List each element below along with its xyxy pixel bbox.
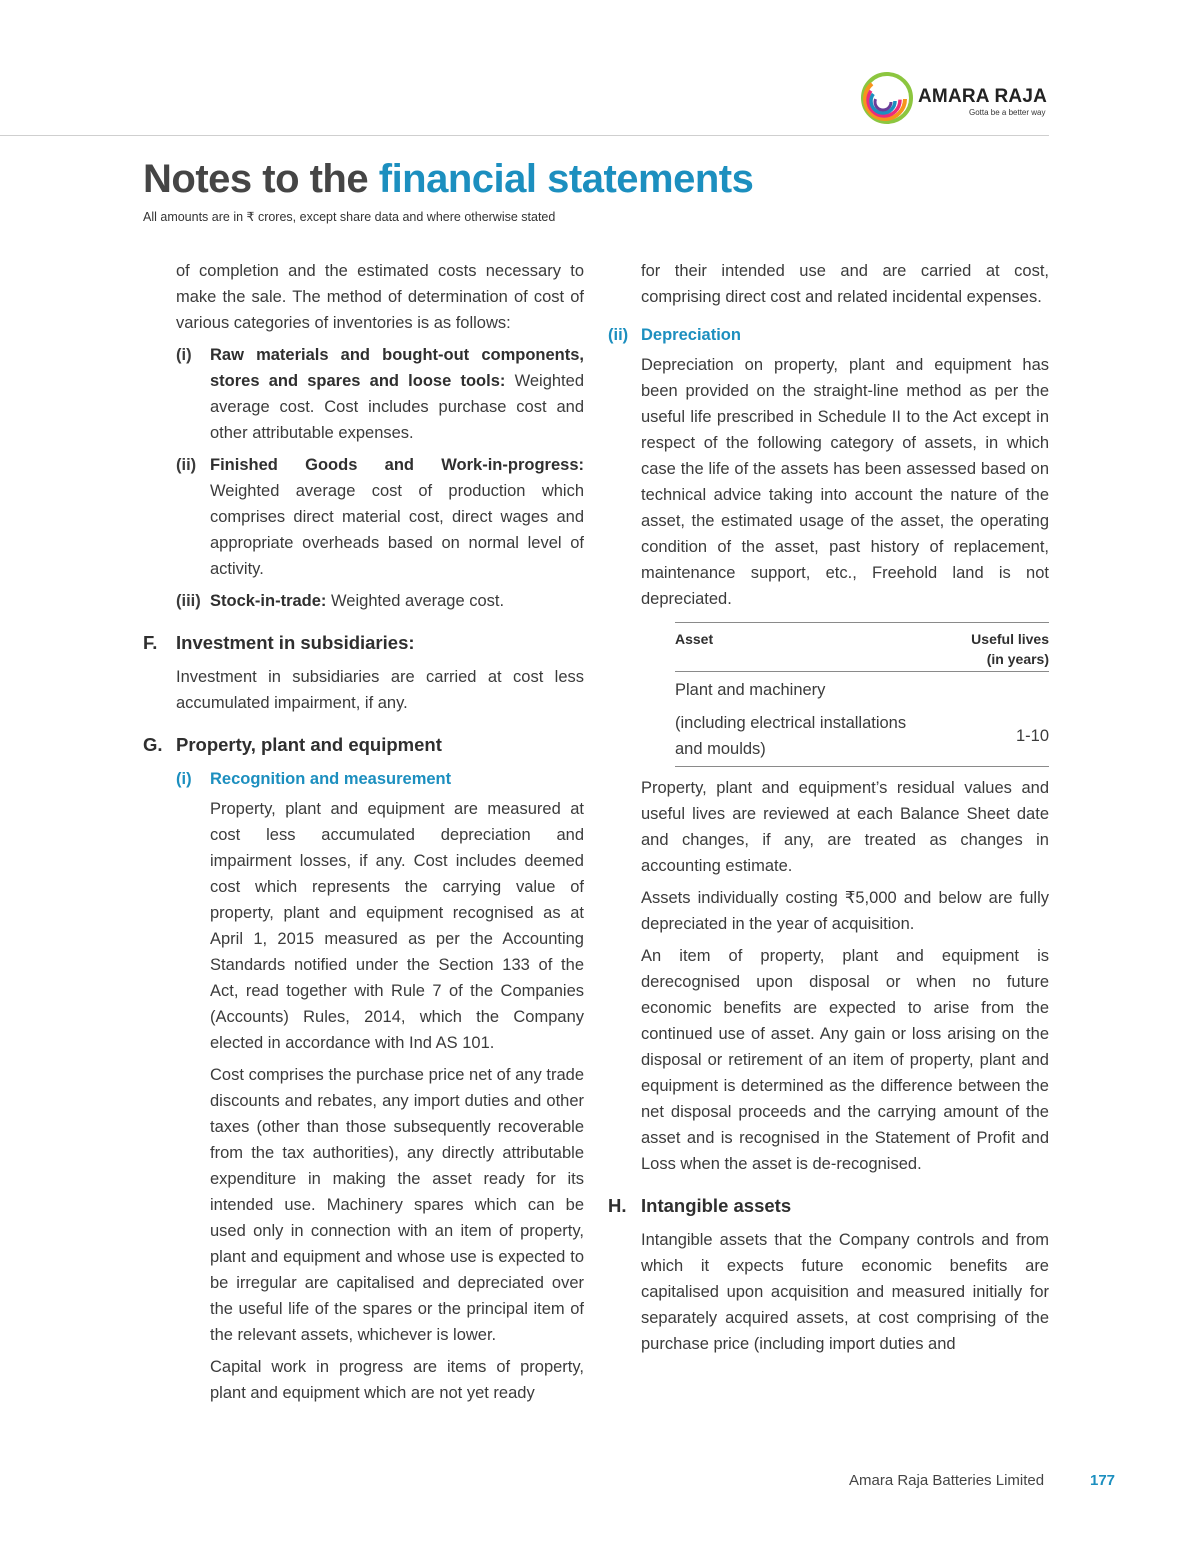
table-cell-years: 1-10 (955, 705, 1049, 767)
item-text: Weighted average cost. Cost includes purchase cost and other attributable expenses. (210, 372, 584, 442)
company-logo (860, 70, 1060, 126)
table-row (675, 705, 1049, 767)
page-subtitle: All amounts are in ₹ crores, except share data and where otherwise stated (143, 210, 556, 224)
item-term: Finished Goods and Work-in-progress: (210, 456, 584, 474)
section-heading-h (608, 1193, 1049, 1219)
table-cell-asset-detail (675, 705, 955, 767)
section-title: Intangible assets (641, 1195, 792, 1216)
page-number: 177 (1090, 1472, 1116, 1489)
depreciation-paragraph-4: An item of property, plant and equipment is derecognised upon disposal or when no future economic benefits are expected to arise from the continued use of asset. Any gain or loss arising on the disposal or retirement of an item of property, plant and equipment is determined as the difference between the net disposal proceeds and the carrying amount of the asset and is recognised in the Statement of Profit and Loss when the asset is de-recognised. (641, 947, 1049, 1173)
item-number: (iii) (176, 592, 201, 610)
left-column (143, 258, 584, 1412)
cwip-continuation: for their intended use and are carried at cost, comprising direct cost and related incidental expenses. (641, 262, 1049, 306)
useful-lives-table (675, 622, 1049, 767)
table-header-useful-lives (955, 623, 1049, 672)
page-title (143, 157, 753, 202)
section-heading-g (143, 732, 584, 758)
table-header-row (675, 623, 1049, 672)
inventory-item (143, 588, 584, 614)
detail-line-1: (including electrical installations (675, 714, 907, 732)
table-header-asset: Asset (675, 623, 955, 672)
section-letter: F. (143, 632, 158, 653)
subsection-heading (608, 322, 1049, 348)
inventory-item (143, 342, 584, 446)
subsection-title: Depreciation (641, 326, 741, 344)
logo-tagline: Gotta be a better way (969, 108, 1046, 117)
item-text: Weighted average cost. (326, 592, 505, 610)
section-letter: G. (143, 734, 163, 755)
intangible-paragraph: Intangible assets that the Company controls and from which it expects future economic benefits are capitalised upon acquisition and measured initially for separately acquired assets, at cost comprising of the purchase price (including import duties and (641, 1231, 1049, 1353)
section-title: Investment in subsidiaries: (176, 632, 415, 653)
section-f-text: Investment in subsidiaries are carried at cost less accumulated impairment, if any. (176, 668, 584, 712)
item-text: Weighted average cost of production which comprises direct material cost, direct wages and appropriate overheads based on normal level of activity. (210, 482, 584, 578)
header-rule (0, 135, 1049, 136)
logo-name: AMARA RAJA (918, 86, 1048, 107)
detail-line-2: and moulds) (675, 740, 766, 758)
depreciation-paragraph-2: Property, plant and equipment’s residual values and useful lives are reviewed at each Balance Sheet date and changes, if any, are treated as changes in accounting estimate. (641, 779, 1049, 875)
title-prefix: Notes to the (143, 157, 369, 201)
recognition-paragraph-1: Property, plant and equipment are measured at cost less accumulated depreciation and impairment losses, if any. Cost includes deemed cost which represents the carrying value of property, plant and equipment recognised as at April 1, 2015 measured as per the Accounting Standards notified under the Section 133 of the Act, read together with Rule 7 of the Companies (Accounts) Rules, 2014, which the Company elected in accordance with Ind AS 101. (210, 800, 584, 1052)
recognition-paragraph-3: Capital work in progress are items of property, plant and equipment which are not yet ready (210, 1358, 584, 1402)
footer-company-name: Amara Raja Batteries Limited (849, 1472, 1045, 1489)
item-term: Stock-in-trade: (210, 592, 327, 610)
depreciation-paragraph-1: Depreciation on property, plant and equipment has been provided on the straight-line method as per the useful life prescribed in Schedule II to the Act except in respect of the following category of assets, in which case the life of the assets has been assessed based on technical advice taking into account the nature of the asset, the estimated usage of the asset, the operating condition of the asset, past history of replacement, maintenance support, etc., Freehold land is not depreciated. (641, 356, 1049, 608)
item-term: Raw materials and bought-out components, stores and spares and loose tools: (210, 346, 584, 390)
logo-swirl-icon (860, 72, 916, 124)
inventory-intro: of completion and the estimated costs necessary to make the sale. The method of determination of cost of various categories of inventories is as follows: (176, 262, 584, 332)
section-letter: H. (608, 1195, 627, 1216)
depreciation-paragraph-3: Assets individually costing ₹5,000 and below are fully depreciated in the year of acquisition. (641, 889, 1049, 933)
subsection-heading (143, 766, 584, 792)
table-row (675, 672, 1049, 706)
recognition-paragraph-2: Cost comprises the purchase price net of any trade discounts and rebates, any import duties and other taxes (other than those subsequently recoverable from the tax authorities), any directly attributable expenditure in making the asset ready for its intended use. Machinery spares which can be used only in connection with an item of property, plant and equipment and whose use is expected to be irregular are capitalised and depreciated over the useful life of the spares or the principal item of the relevant assets, whichever is lower. (210, 1066, 584, 1344)
table-cell-asset: Plant and machinery (675, 681, 826, 699)
section-title: Property, plant and equipment (176, 734, 442, 755)
subsection-number: (ii) (608, 326, 629, 344)
subsection-number: (i) (176, 770, 192, 788)
inventory-item (143, 452, 584, 582)
header-line-2: (in years) (986, 651, 1049, 667)
item-number: (ii) (176, 456, 197, 474)
item-number: (i) (176, 346, 192, 364)
right-column (608, 258, 1049, 1363)
header-line-1: Useful lives (971, 631, 1049, 647)
subsection-title: Recognition and measurement (210, 770, 452, 788)
section-heading-f (143, 630, 584, 656)
title-highlight: financial statements (378, 157, 754, 201)
